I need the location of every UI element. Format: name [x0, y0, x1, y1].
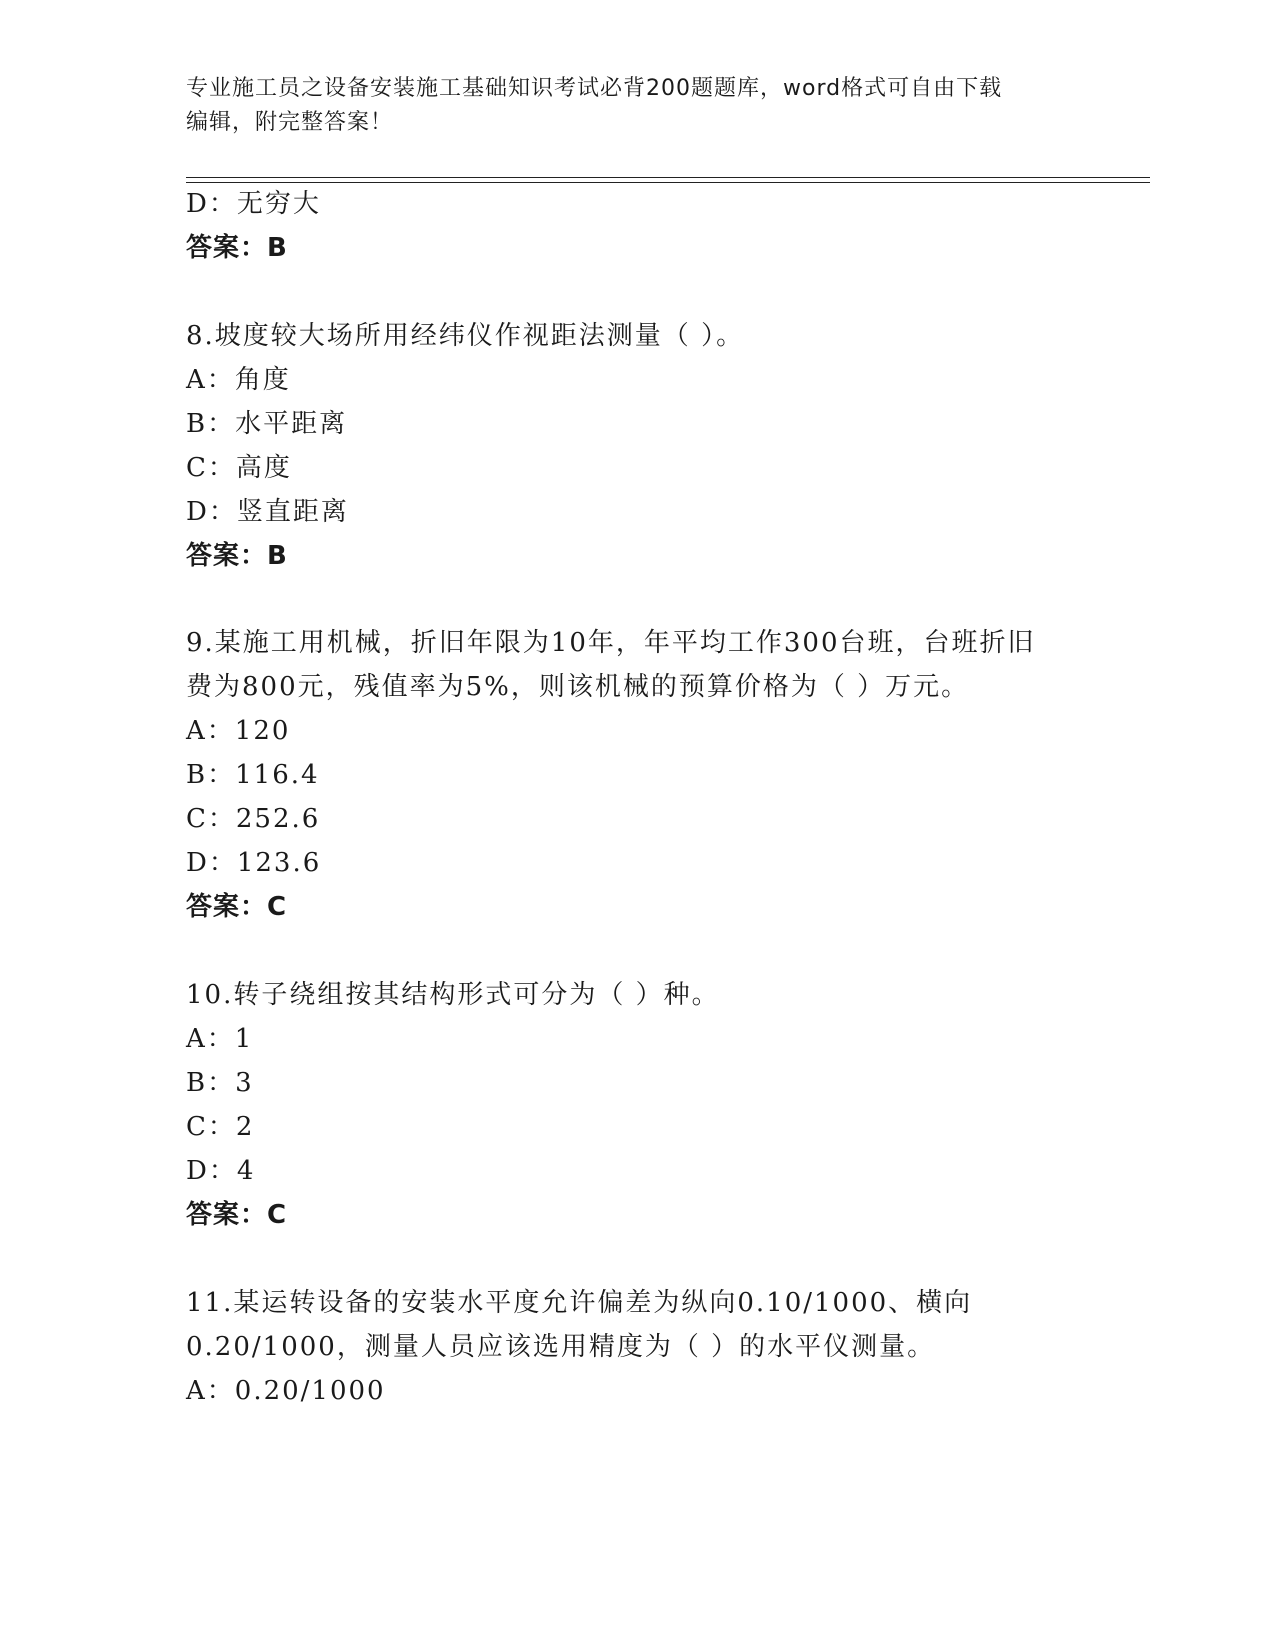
- header-rule-bottom: [186, 182, 1150, 183]
- q11-stem-line-2: 0.20/1000，测量人员应该选用精度为（ ）的水平仪测量。: [186, 1332, 936, 1362]
- prev-option-d: D：无穷大: [186, 189, 321, 219]
- q9-option-b: B：116.4: [186, 760, 320, 790]
- q8-answer: 答案：B: [186, 541, 288, 571]
- q10-option-b: B：3: [186, 1068, 254, 1098]
- q9-option-c: C：252.6: [186, 804, 321, 834]
- prev-answer: 答案：B: [186, 233, 288, 263]
- q11-option-a: A：0.20/1000: [186, 1376, 386, 1406]
- q9-option-d: D：123.6: [186, 848, 322, 878]
- q10-stem: 10.转子绕组按其结构形式可分为（ ）种。: [186, 980, 720, 1010]
- q10-option-d: D：4: [186, 1156, 256, 1186]
- q8-option-d: D：竖直距离: [186, 497, 349, 527]
- header-line-2: 编辑，附完整答案！: [186, 110, 394, 135]
- q9-option-a: A：120: [186, 716, 291, 746]
- q8-option-b: B：水平距离: [186, 409, 348, 439]
- q9-stem-line-1: 9.某施工用机械，折旧年限为10年，年平均工作300台班，台班折旧: [186, 628, 1036, 658]
- q10-option-a: A：1: [186, 1024, 254, 1054]
- header-rule-top: [186, 177, 1150, 178]
- q10-answer: 答案：C: [186, 1200, 288, 1230]
- q8-option-a: A：角度: [186, 365, 291, 395]
- q8-stem: 8.坡度较大场所用经纬仪作视距法测量（ ）。: [186, 321, 745, 351]
- document-header: [186, 72, 1066, 140]
- q9-answer: 答案：C: [186, 892, 288, 922]
- q8-option-c: C：高度: [186, 453, 292, 483]
- q10-option-c: C：2: [186, 1112, 255, 1142]
- q11-stem-line-1: 11.某运转设备的安装水平度允许偏差为纵向0.10/1000、横向: [186, 1288, 973, 1318]
- header-line-1: 专业施工员之设备安装施工基础知识考试必背200题题库，word格式可自由下载: [186, 76, 1003, 101]
- q9-stem-line-2: 费为800元，残值率为5%，则该机械的预算价格为（ ）万元。: [186, 672, 970, 702]
